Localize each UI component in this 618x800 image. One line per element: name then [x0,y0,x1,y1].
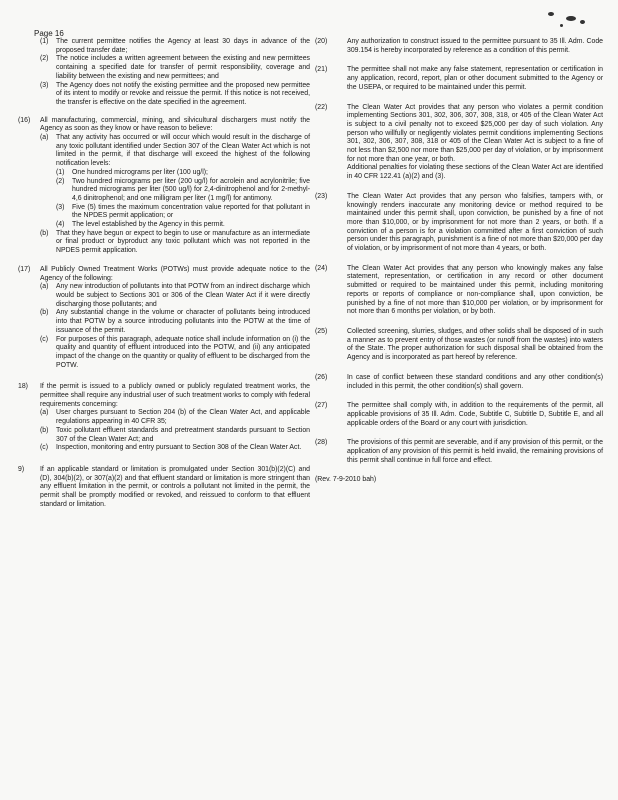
list-item [40,409,310,426]
item-text: For purposes of this paragraph, adequate notice shall include information on (i) the quality and quantity of effluent introduced into the POTW, and (ii) any anticipated impact of the change on the quantity or quality of effluent to be discharged from the POTW. [56,335,310,369]
condition-text-extra: Additional penalties for violating these sections of the Clean Water Act are identified in 40 CFR 122.41 (a)(2) and (3). [347,164,603,181]
item-label: (c) [40,335,49,343]
condition-number: (24) [315,264,328,272]
item-label: (2) [56,177,65,185]
item-label: (a) [40,283,49,291]
item-label: (3) [56,203,65,211]
scan-mark [580,20,585,24]
item-text: The Agency does not notify the existing permittee and the proposed new permittee of its intent to modify or revoke and reissue the permit. If this notice is not received, the transfer is effective on the date specified in the agreement. [56,81,310,106]
item-text: That they have begun or expect to begin to use or manufacture as an intermediate or final product or byproduct any toxic pollutant which was not reported in the NPDES permit application. [56,229,310,255]
list-item [56,221,310,230]
list-item [40,55,310,81]
condition-number: (28) [315,439,328,447]
condition-text: The Clean Water Act provides that any person who knowingly makes any false statement, representation, or certification in any record or other document submitted or required to be maintained under this permit, including monitoring reports or reports of compliance or non-compliance shall, upon conviction, be punished by a fine of not more than $10,000 per violation, or by imprisonment for not more than 6 months per violation, or by both. [347,264,603,316]
item-label: (4) [56,221,65,229]
item-text: Any new introduction of pollutants into that POTW from an indirect discharge which would be subject to Sections 301 or 306 of the Clean Water Act if it were directly discharging those pollutants; and [56,283,310,308]
condition-text: If an applicable standard or limitation is promulgated under Section 301(b)(2)(C) and (D), 304(b)(2), or 307(a)(2) and that effluent standard or limitation is more stringent than any effluent limitation in the permit, or controls a pollutant not limited in the permit, the permit shall be promptly modified or revoked, and reissued to conform to that effluent standard or limitation. [40,465,310,508]
item-label: (b) [40,229,49,237]
list-item [56,169,310,178]
condition-27 [315,402,603,428]
condition-text: The Clean Water Act provides that any person who falsifies, tampers with, or knowingly renders inaccurate any monitoring device or method required to be maintained under this permit shall, upon conviction, be punished by a fine of not more than $10,000, or by imprisonment for not more than 2 years, or both. If a conviction of a person is for a violation committed after a first conviction of such person under this paragraph, punishment is a fine of not more than $20,000 per day of violation, or by imprisonment of not more than 4 years, or both. [347,192,603,253]
condition-text: All manufacturing, commercial, mining, and silvicultural dischargers must notify the Agency as soon as they know or have reason to believe: [40,116,310,133]
condition-number: (21) [315,66,328,74]
condition-25 [315,328,603,363]
condition-23 [315,193,603,254]
condition-text: The provisions of this permit are severable, and if any provision of this permit, or the application of any provision of this permit is held invalid, the remaining provisions of this permit shall continue in full force and effect. [347,439,603,464]
condition-number: 9) [18,465,25,473]
list-item [40,444,310,453]
condition-number: (23) [315,192,328,200]
item-text: Any substantial change in the volume or character of pollutants being introduced into that POTW by a source introducing pollutants into the POTW at the time of issuance of the permit. [56,309,310,334]
list-item [40,38,310,55]
list-item [40,336,310,371]
condition-21 [315,66,603,92]
left-column [18,38,310,517]
condition-22 [315,104,603,182]
list-item [40,82,310,108]
condition-text: Collected screening, slurries, sludges, and other solids shall be disposed of in such a manner as to prevent entry of those wastes (or runoff from the wastes) into waters of the State. The proper authorization for such disposal shall be obtained from the Agency and is incorporated as part hereof by reference. [347,327,603,362]
condition-text: All Publicly Owned Treatment Works (POTWs) must provide adequate notice to the Agency of the following: [40,265,310,282]
item-label: (c) [40,444,49,452]
item-label: (1) [40,38,49,45]
condition-text: The permittee shall not make any false statement, representation or certification in any application, record, report, plan or other document submitted to the Agency or the USEPA, or required to be maintained under this permit. [347,66,603,91]
list-item [40,230,310,256]
right-column [315,38,603,485]
condition-19 [18,466,310,510]
condition-20 [315,38,603,55]
condition-number: (22) [315,103,328,111]
item-text: User charges pursuant to Section 204 (b) of the Clean Water Act, and applicable regulations appearing in 40 CFR 35; [56,409,310,426]
item-label: (3) [40,81,49,89]
condition-text: The permittee shall comply with, in addition to the requirements of the permit, all applicable provisions of 35 Ill. Adm. Code, Subtitle C, Subtitle D, Subtitle E, and all applicable orders of the Board or any court with jurisdiction. [347,402,603,427]
scan-mark [566,16,576,21]
condition-18 [18,383,310,453]
item-text: Toxic pollutant effluent standards and pretreatment standards pursuant to Section 307 of the Clean Water Act; and [56,426,310,443]
condition-number: (27) [315,402,328,410]
item-label: (a) [40,409,49,417]
condition-text: The Clean Water Act provides that any person who violates a permit condition implementing Sections 301, 302, 306, 307, 308, 318, or 405 of the Clean Water Act is subject to a civil penalty not to exceed $25,000 per day of such violation. Any person who willfully or negligently violates permit conditions implementing Sections 301, 302, 306, 307, 308, 318 or 405 of the Clean Water Act is subject to a fine of not less than $2,500 nor more than $25,000 per day of violation, or by imprisonment for not more than one year, or both. [347,103,603,163]
condition-number: (17) [18,265,31,273]
condition-text: In case of conflict between these standard conditions and any other condition(s) included in this permit, the other condition(s) shall govern. [347,373,603,390]
item-label: (b) [40,426,49,434]
item-text: The level established by the Agency in this permit. [72,221,225,229]
page-number: Page 16 [34,29,64,38]
item-text: Five (5) times the maximum concentration value reported for that pollutant in the NPDES permit application; or [72,203,310,220]
condition-number: 18) [18,383,28,391]
continued-transfer-conditions [18,38,310,108]
item-text: Inspection, monitoring and entry pursuant to Section 308 of the Clean Water Act. [56,444,302,452]
item-text: Two hundred micrograms per liter (200 ug/l) for acrolein and acrylonitrile; five hundred micrograms per liter (500 ug/l) for 2,4-dinitrophenol and for 2-methyl-4,6 dinitrophenol; and one milligram per liter (1 mg/l) for antimony. [72,177,310,202]
item-text: One hundred micrograms per liter (100 ug/l); [72,168,208,176]
item-text: The current permittee notifies the Agency at least 30 days in advance of the proposed transfer date; [56,38,310,54]
scan-mark [548,12,554,16]
list-item [40,134,310,169]
list-item [56,178,310,204]
item-label: (a) [40,134,49,142]
revision-note: (Rev. 7-9-2010 bah) [315,476,377,484]
item-text: That any activity has occurred or will occur which would result in the discharge of any toxic pollutant identified under Section 307 of the Clean Water Act which is not limited in the permit, if that discharge will exceed the highest of the following notification levels: [56,134,310,168]
list-item [40,283,310,309]
item-label: (2) [40,55,49,63]
condition-28 [315,439,603,465]
item-label: (b) [40,309,49,317]
condition-number: (16) [18,116,31,124]
item-label: (1) [56,168,65,176]
condition-16 [18,117,310,256]
condition-17 [18,266,310,370]
condition-text: If the permit is issued to a publicly owned or publicly regulated treatment works, the permittee shall require any industrial user of such treatment works to comply with federal requirements concerning: [40,383,310,408]
condition-number: (26) [315,373,328,381]
scan-mark [560,24,563,27]
condition-number: (20) [315,38,328,45]
condition-text: Any authorization to construct issued to the permittee pursuant to 35 Ill. Adm. Code 309.154 is hereby incorporated by reference as a condition of this permit. [347,38,603,54]
list-item [40,427,310,444]
condition-26 [315,374,603,391]
item-text: The notice includes a written agreement between the existing and new permittees containing a specified date for transfer of permit responsibility, coverage and liability between the existing and new permittees; and [56,55,310,80]
condition-24 [315,265,603,317]
condition-number: (25) [315,327,328,335]
list-item [56,204,310,221]
list-item [40,309,310,335]
